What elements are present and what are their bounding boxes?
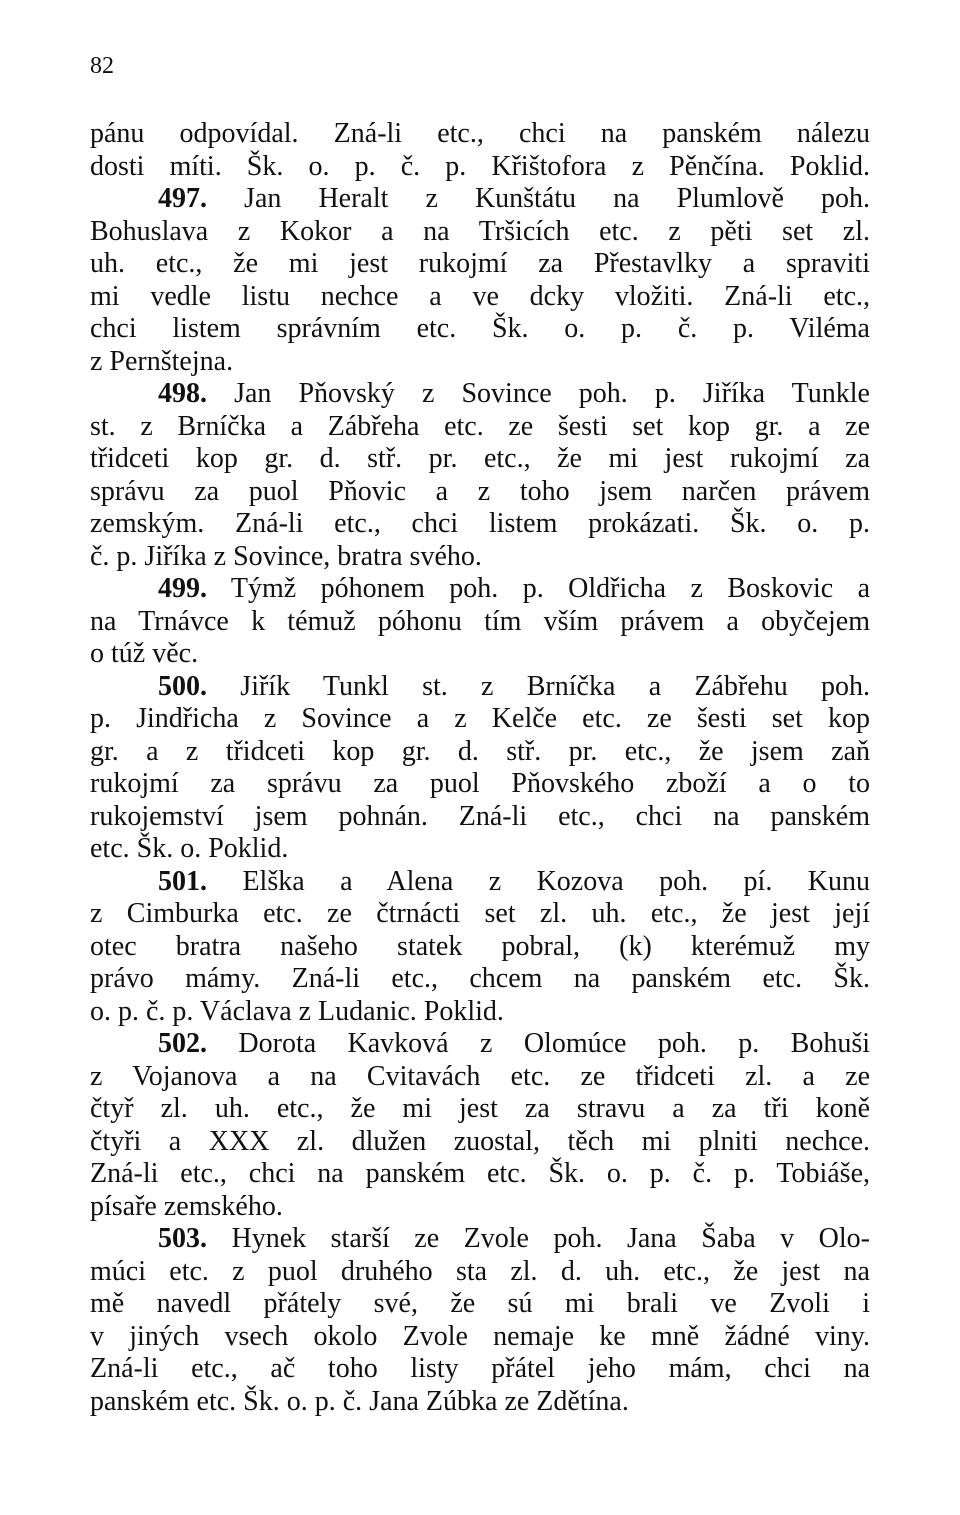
entry-number: 498. [158,378,207,409]
line-text: st. z Brníčka a Zábřeha etc. ze šesti set kop gr. a ze [90,410,870,442]
line-text: písaře zemského. [90,1190,283,1222]
text-line [90,1028,870,1061]
text-line [90,346,870,379]
line-text: v jiných vsech okolo Zvole nemaje ke mně žádné viny. [90,1320,870,1352]
line-text: Zná-li etc., chci na panském etc. Šk. o. p. č. p. Tobiáše, [90,1158,870,1189]
line-text: Jan Heralt z Kunštátu na Plumlově poh. [207,183,870,214]
text-line [90,1256,870,1289]
text-line [90,248,870,281]
text-line [90,1191,870,1224]
text-line [90,183,870,216]
line-text: o túž věc. [90,638,199,669]
entry-number: 501. [158,865,207,897]
text-line [90,1061,870,1094]
entry-number: 503. [158,1223,207,1254]
line-text: panském etc. Šk. o. p. č. Jana Zúbka ze Zdětína. [90,1385,629,1417]
line-text: Hynek starší ze Zvole poh. Jana Šaba v Olo- [207,1223,870,1254]
text-line [90,443,870,476]
text-line [90,411,870,444]
text-line [90,1288,870,1321]
text-line [90,151,870,184]
text-line [90,118,870,151]
line-text: Elška a Alena z Kozova poh. pí. Kunu [207,865,870,897]
text-line [90,866,870,899]
text-line [90,801,870,834]
line-text: uh. etc., že mi jest rukojmí za Přestavlky a spraviti [90,248,870,279]
line-text: Bohuslava z Kokor a na Tršicích etc. z pěti set zl. [90,215,870,247]
line-text: na Trnávce k témuž póhonu tím vším právem a obyčejem [90,605,870,637]
line-text: chci listem správním etc. Šk. o. p. č. p. Viléma [90,313,870,344]
text-line [90,671,870,704]
text-line [90,281,870,314]
text-line [90,996,870,1029]
line-text: z Vojanova a na Cvitavách etc. ze třidceti zl. a ze [90,1060,870,1092]
line-text: č. p. Jiříka z Sovince, bratra svého. [90,540,482,572]
line-text: rukojmí za správu za puol Pňovského zboží a o to [90,768,870,799]
line-text: čtyři a XXX zl. dlužen zuostal, těch mi plniti nechce. [90,1125,870,1157]
line-text: mě navedl přátely své, že sú mi brali ve Zvoli i [90,1288,870,1319]
text-line [90,476,870,509]
text-line [90,1386,870,1419]
line-text: rukojemství jsem pohnán. Zná-li etc., chci na panském [90,800,870,832]
page-number: 82 [90,53,114,79]
line-text: etc. Šk. o. Poklid. [90,833,289,864]
entry-number: 500. [158,670,207,702]
line-text: Týmž póhonem poh. p. Oldřicha z Boskovic a [207,573,870,604]
line-text: Zná-li etc., ač toho listy přátel jeho mám, chci na [90,1353,870,1384]
text-line [90,1353,870,1386]
text-line [90,963,870,996]
line-text: Jiřík Tunkl st. z Brníčka a Zábřehu poh. [207,670,870,702]
text-line [90,313,870,346]
line-text: pánu odpovídal. Zná-li etc., chci na panském nálezu [90,118,870,149]
entry-number: 497. [158,183,207,214]
line-text: právo mámy. Zná-li etc., chcem na panském etc. Šk. [90,963,870,994]
entry-number: 502. [158,1028,207,1059]
line-text: z Cimburka etc. ze čtrnácti set zl. uh. etc., že jest její [90,898,870,929]
text-line [90,606,870,639]
text-line [90,898,870,931]
text-line [90,508,870,541]
text-line [90,573,870,606]
text-line [90,1321,870,1354]
text-line [90,736,870,769]
text-line [90,541,870,574]
line-text: čtyř zl. uh. etc., že mi jest za stravu a za tři koně [90,1093,870,1124]
entry-number: 499. [158,573,207,604]
line-text: gr. a z třidceti kop gr. d. stř. pr. etc., že jsem zaň [90,735,870,767]
text-line [90,703,870,736]
text-line [90,833,870,866]
page-text [90,118,870,1418]
text-line [90,931,870,964]
text-line [90,638,870,671]
line-text: dosti míti. Šk. o. p. č. p. Křištofora z Pěnčína. Poklid. [90,150,870,182]
line-text: otec bratra našeho statek pobral, (k) kterémuž my [90,930,870,962]
line-text: třidceti kop gr. d. stř. pr. etc., že mi jest rukojmí za [90,443,870,474]
line-text: z Pernštejna. [90,345,234,377]
text-line [90,1158,870,1191]
line-text: múci etc. z puol druhého sta zl. d. uh. etc., že jest na [90,1255,870,1287]
line-text: zemským. Zná-li etc., chci listem prokázati. Šk. o. p. [90,508,870,539]
line-text: p. Jindřicha z Sovince a z Kelče etc. ze šesti set kop [90,703,870,734]
text-line [90,1126,870,1159]
text-line [90,378,870,411]
line-text: o. p. č. p. Václava z Ludanic. Poklid. [90,995,504,1027]
text-line [90,1223,870,1256]
text-line [90,768,870,801]
text-line [90,1093,870,1126]
line-text: mi vedle listu nechce a ve dcky vložiti. Zná-li etc., [90,280,870,312]
line-text: správu za puol Pňovic a z toho jsem narčen právem [90,475,870,507]
line-text: Jan Pňovský z Sovince poh. p. Jiříka Tunkle [207,378,870,409]
line-text: Dorota Kavková z Olomúce poh. p. Bohuši [207,1028,870,1059]
text-line [90,216,870,249]
